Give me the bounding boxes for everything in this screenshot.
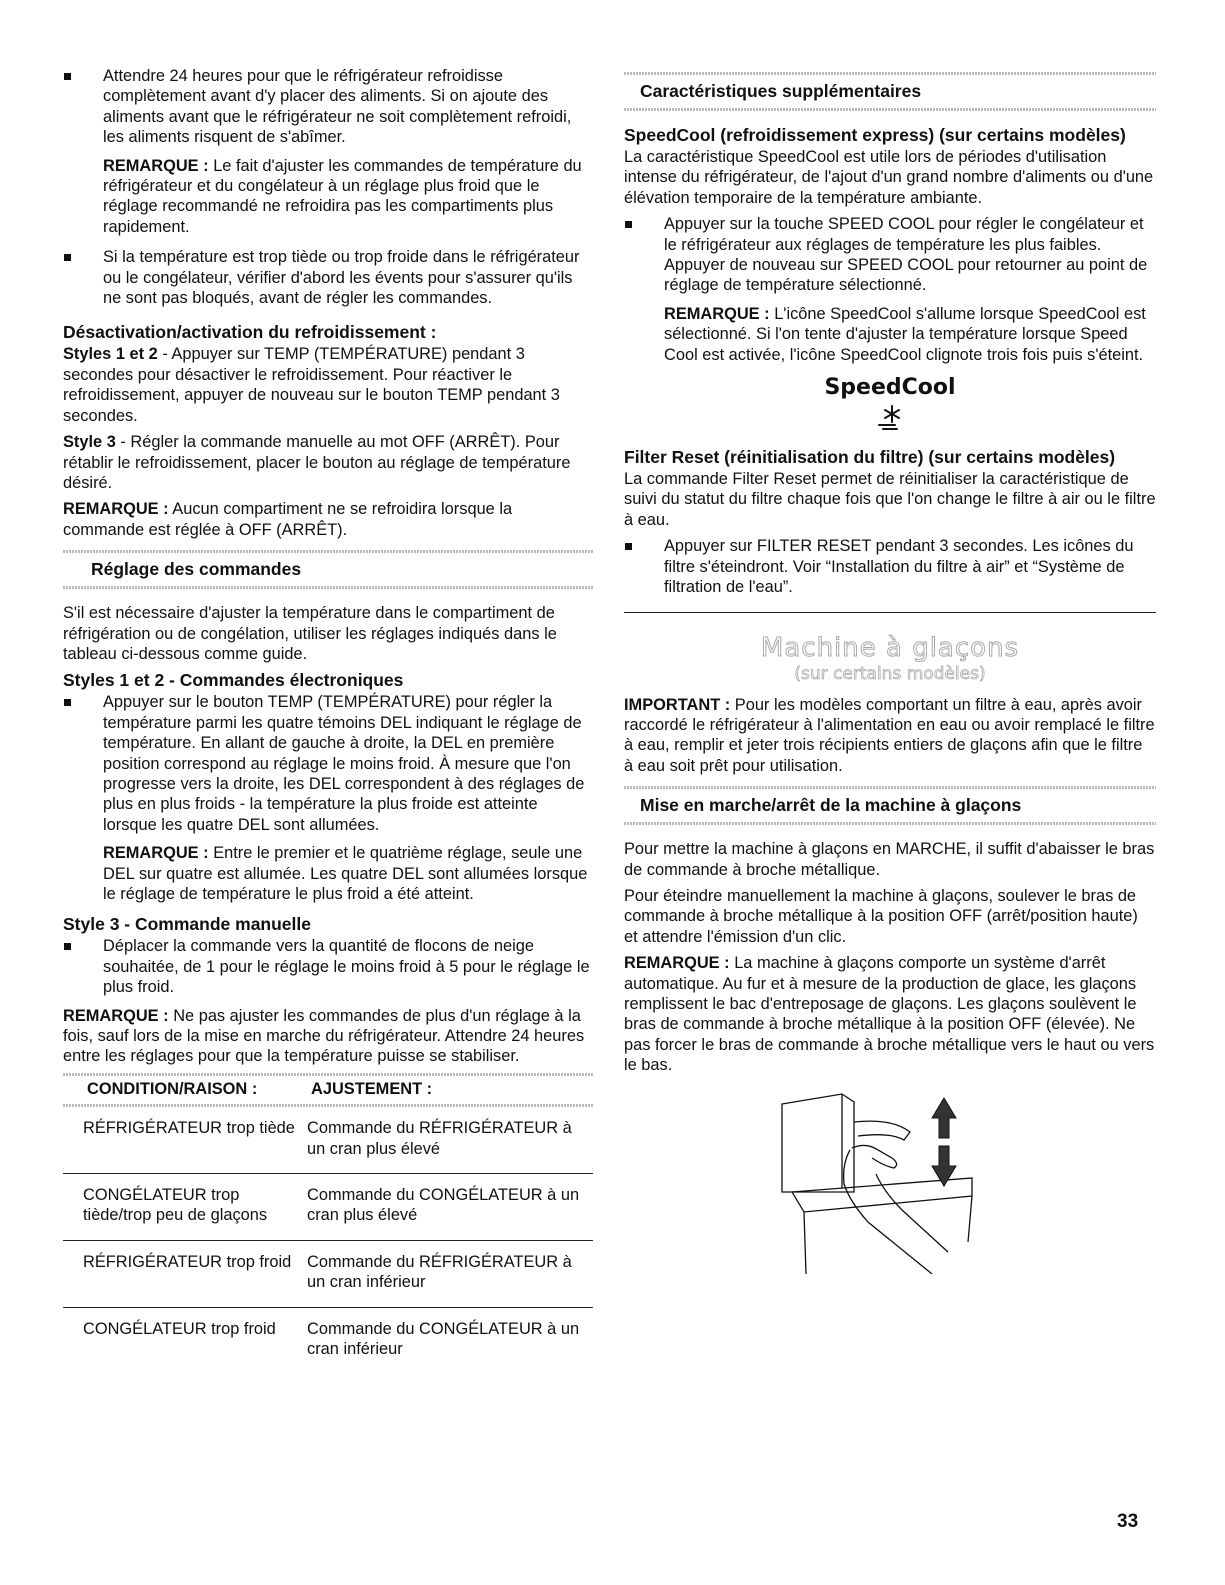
banner-reglage-commandes: Réglage des commandes [63,550,593,589]
styles-1-2-label: Styles 1 et 2 [63,345,158,364]
note-label: REMARQUE : [103,844,209,863]
note-text: Entre le premier et le quatrième réglage, seule une DEL sur quatre est allumée. Les quatre DEL sont allumées lorsque le réglage de température le plus froid a été atteint. [103,844,588,903]
cell-ajustement: Commande du RÉFRIGÉRATEUR à un cran inférieur [307,1252,572,1292]
remarque-label: REMARQUE : [624,954,730,973]
right-column [624,72,1156,1274]
header-ajustement: AJUSTEMENT : [311,1079,433,1098]
bullet-speed-cool: Appuyer sur la touche SPEED COOL pour régler le congélateur et le réfrigérateur aux réglages de température les plus faibles. Appuyer de nouveau sur SPEED COOL pour retourner au point de réglage de température sélectionné. [624,214,1156,296]
table-row [63,1174,593,1241]
para-remarque-adjust [63,1006,593,1067]
remarque-text: Ne pas ajuster les commandes de plus d'un réglage à la fois, sauf lors de la mise en marche du réfrigérateur. Attendre 24 heures entre les réglages pour que la température puisse se stabiliser. [63,1006,585,1066]
heading-desactivation: Désactivation/activation du refroidissement : [63,322,437,343]
title-machine-glacons: Machine à glaçons [760,632,1020,663]
table-header [63,1073,593,1107]
table-row [63,1107,593,1174]
para-important [624,695,1156,777]
bullet-check-vents: Si la température est trop tiède ou trop froide dans le réfrigérateur ou le congélateur, vérifier d'abord les évents pour s'assurer qu'ils ne sont pas bloqués, avant de régler les commandes. [63,247,593,308]
cell-ajustement: Commande du RÉFRIGÉRATEUR à un cran plus élevé [307,1119,572,1158]
cell-condition: RÉFRIGÉRATEUR trop froid [83,1252,292,1271]
heading-styles-1-2: Styles 1 et 2 - Commandes électroniques [63,670,404,691]
style-3-text: - Régler la commande manuelle au mot OFF (ARRÊT). Pour rétablir le refroidissement, placer le bouton au réglage de température désiré. [63,433,571,492]
table-row [63,1241,593,1308]
remarque-text: La machine à glaçons comporte un système d'arrêt automatique. Au fur et à mesure de la production de glace, les glaçons remplissent le bac d'entreposage de glaçons. Les glaçons soulèvent le bras de commande à broche métallique à la position OFF (élevée). Ne pas forcer le bras de commande à broche métallique vers le haut ou vers le bas. [624,954,1155,1075]
remarque-text: Aucun compartiment ne se refroidira lorsque la commande est réglée à OFF (ARRÊT). [63,500,513,539]
heading-filter-reset: Filter Reset (réinitialisation du filtre) (sur certains modèles) [624,447,1116,468]
snowflake-icon [875,403,905,433]
para-filter-reset: La commande Filter Reset permet de réinitialiser la caractéristique de suivi du statut du filtre chaque fois que l'on change le filtre à air ou le filtre à eau. [624,470,1156,529]
styles-1-2-text: - Appuyer sur TEMP (TEMPÉRATURE) pendant 3 secondes pour désactiver le refroidissement. Pour réactiver le refroidissement, appuyer de nouveau sur le bouton TEMP pendant 3 secondes. [63,345,560,425]
para-remarque-arret [624,953,1156,1075]
bullet-temp-button: Appuyer sur le bouton TEMP (TEMPÉRATURE) pour régler la température parmi les quatre témoins DEL indiquant le réglage de température. En allant de gauche à droite, la DEL en première position correspond au réglage le moins froid. À mesure que l'on progresse vers la droite, les DEL correspondent à des réglages de plus en plus froids - la température la plus froide est atteinte lorsque les quatre DEL sont allumées. [63,692,593,835]
cell-ajustement: Commande du CONGÉLATEUR à un cran plus élevé [307,1186,580,1225]
table-row [63,1308,593,1374]
cell-condition: RÉFRIGÉRATEUR trop tiède [83,1119,295,1138]
note-label: REMARQUE : [664,304,770,323]
important-text: Pour les modèles comportant un filtre à eau, après avoir raccordé le réfrigérateur à l'alimentation en eau ou avoir remplacé le filtre à eau, remplir et jeter trois récipients entiers de glaçons afin que le filtre à eau soit prêt pour utilisation. [624,695,1155,775]
banner-caracteristiques: Caractéristiques supplémentaires [624,72,1156,111]
para-speedcool: La caractéristique SpeedCool est utile lors de périodes d'utilisation intense du réfrigérateur, de l'ajout d'un grand nombre d'aliments ou d'une élévation temporaire de la température ambiante. [624,148,1154,207]
para-eteindre: Pour éteindre manuellement la machine à glaçons, soulever le bras de commande à broche métallique à la position OFF (arrêt/position haute) et attendre l'émission d'un clic. [624,886,1138,946]
bullet-filter-reset: Appuyer sur FILTER RESET pendant 3 secondes. Les icônes du filtre s'éteindront. Voir “Installation du filtre à air” et “Système de filtration de l'eau”. [624,536,1156,597]
subtitle-certains-modeles: (sur certains modèles) [794,663,986,684]
para-reglage: S'il est nécessaire d'ajuster la température dans le compartiment de réfrigération ou de congélation, utiliser les réglages indiqués dans le tableau ci-dessous comme guide. [63,604,557,663]
banner-mise-en-marche: Mise en marche/arrêt de la machine à glaçons [624,786,1156,825]
section-divider [624,612,1156,613]
heading-speedcool: SpeedCool (refroidissement express) (sur certains modèles) [624,125,1126,145]
page-number: 33 [1117,1511,1139,1532]
left-column [63,66,593,1374]
note-text: L'icône SpeedCool s'allume lorsque SpeedCool est sélectionné. Si l'on tente d'ajuster la température lorsque Speed Cool est activée, l'icône SpeedCool clignote trois fois puis s'éteint. [664,304,1146,364]
important-label: IMPORTANT : [624,695,731,714]
note-speedcool-icon [624,304,1156,365]
cell-condition: CONGÉLATEUR trop tiède/trop peu de glaçons [83,1186,268,1225]
bullet-snowflakes: Déplacer la commande vers la quantité de flocons de neige souhaitée, de 1 pour le réglage le moins froid à 5 pour le réglage le plus froid. [63,936,593,997]
style-3-label: Style 3 [63,433,116,452]
para-remarque-off [63,499,593,540]
note-text: Le fait d'ajuster les commandes de température du réfrigérateur et du congélateur à un réglage plus froid que le réglage recommandé ne refroidira pas les compartiments plus rapidement. [103,156,582,236]
para-style-3 [63,432,593,493]
ice-maker-illustration [772,1092,992,1274]
remarque-label: REMARQUE : [63,1006,169,1025]
para-styles-1-2 [63,344,593,426]
remarque-label: REMARQUE : [63,500,169,519]
cell-condition: CONGÉLATEUR trop froid [83,1319,276,1338]
para-mise-marche: Pour mettre la machine à glaçons en MARCHE, il suffit d'abaisser le bras de commande à broche métallique. [624,840,1155,879]
header-condition: CONDITION/RAISON : [87,1079,258,1098]
note-label: REMARQUE : [103,156,209,175]
heading-style-3: Style 3 - Commande manuelle [63,914,311,935]
bullet-wait-24h: Attendre 24 heures pour que le réfrigérateur refroidisse complètement avant d'y placer des aliments. Si on ajoute des aliments avant que le réfrigérateur ne soit complètement refroidi, les aliments risquent de s'abîmer. [63,66,593,148]
note-del [63,843,593,904]
adjustment-table [63,1073,593,1374]
speedcool-logo: SpeedCool [824,375,956,401]
note-colder-setting [63,156,593,238]
cell-ajustement: Commande du CONGÉLATEUR à un cran inférieur [307,1319,580,1359]
